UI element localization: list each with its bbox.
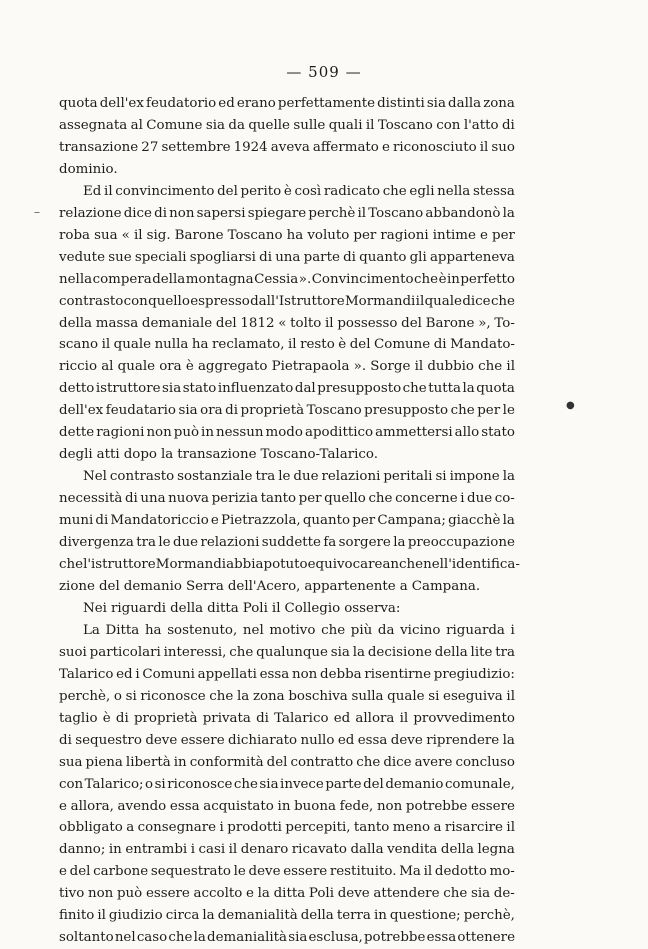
body-text	[59, 93, 520, 949]
text-line: sua piena libertà in conformità del contratto che dice avere concluso	[59, 754, 515, 770]
text-line: e del carbone sequestrato le deve essere restituito. Ma il dedotto mo-	[59, 864, 515, 880]
text-line: relazione dice di non sapersi spiegare perchè il Toscano abbandonò la	[59, 205, 515, 221]
text-line: muni di Mandatoriccio e Pietrazzola, quanto per Campana; giacchè la	[59, 513, 515, 529]
text-line: della massa demaniale del 1812 « tolto il possesso del Barone », To-	[59, 315, 515, 331]
text-line: obbligato a consegnare i prodotti percepiti, tanto meno a risarcire il	[59, 820, 515, 836]
text-line: tivo non può essere accolto e la ditta Poli deve attendere che sia de-	[59, 886, 515, 902]
text-line: transazione 27 settembre 1924 aveva affermato e riconosciuto il suo	[59, 139, 515, 155]
text-line: necessità di una nuova perizia tanto per quello che concerne i due co-	[59, 491, 515, 507]
text-line: divergenza tra le due relazioni suddette fa sorgere la preoccupazione	[59, 535, 515, 551]
text-line: perchè, o si riconosce che la zona boschiva sulla quale si eseguiva il	[59, 688, 515, 704]
text-line: riccio al quale ora è aggregato Pietrapaola ». Sorge il dubbio che il	[59, 359, 515, 375]
text-line: Nel contrasto sostanziale tra le due relazioni peritali si impone la	[83, 469, 515, 485]
text-line: contrasto con quello espresso dall'Istruttore Mormandi il quale dice che	[59, 293, 515, 309]
text-line: danno; in entrambi i casi il denaro ricavato dalla vendita della legna	[59, 842, 515, 858]
margin-dot: ●	[566, 400, 575, 411]
text-line: zione del demanio Serra dell'Acero, appartenente a Campana.	[59, 578, 481, 594]
text-line: taglio è di proprietà privata di Talarico ed allora il provvedimento	[59, 710, 515, 726]
text-line: scano il quale nulla ha reclamato, il resto è del Comune di Mandato-	[59, 337, 515, 353]
text-line: e allora, avendo essa acquistato in buona fede, non potrebbe essere	[59, 798, 515, 814]
text-line: Talarico ed i Comuni appellati essa non debba risentirne pregiudizio:	[59, 666, 515, 682]
text-line: nella compera della montagna Cessia ». Convincimento che è in perfetto	[59, 271, 515, 287]
text-line: Ed il convincimento del perito è così radicato che egli nella stessa	[83, 183, 515, 199]
text-line: La Ditta ha sostenuto, nel motivo che più da vicino riguarda i	[83, 622, 515, 638]
text-line: Nei riguardi della ditta Poli il Collegio osserva:	[83, 600, 401, 616]
text-line: suoi particolari interessi, che qualunque sia la decisione della lite tra	[59, 644, 515, 660]
text-line: assegnata al Comune sia da quelle sulle quali il Toscano con l'atto di	[59, 117, 515, 133]
text-line: dell'ex feudatario sia ora di proprietà Toscano presupposto che per le	[59, 403, 515, 419]
text-line: vedute sue speciali spogliarsi di una parte di quanto gli apparteneva	[59, 249, 515, 265]
text-line: soltanto nel caso che la demanialità sia esclusa, potrebbe essa ottenere	[59, 930, 515, 946]
text-line: degli atti dopo la transazione Toscano-Talarico.	[59, 447, 378, 463]
text-line: dominio.	[59, 161, 118, 177]
page-number: — 509 —	[286, 63, 362, 81]
margin-mark: –	[34, 205, 40, 219]
text-line: di sequestro deve essere dichiarato nullo ed essa deve riprendere la	[59, 732, 515, 748]
text-line: quota dell'ex feudatorio ed erano perfettamente distinti sia dalla zona	[59, 96, 515, 111]
text-line: detto istruttore sia stato influenzato dal presupposto che tutta la quota	[59, 381, 515, 397]
text-line: finito il giudizio circa la demanialità della terra in questione; perchè,	[59, 908, 515, 924]
text-line: con Talarico; o si riconosce che sia invece parte del demanio comunale,	[59, 776, 515, 792]
text-line: che l'istruttore Mormandi abbia potuto equivocare anche nell'identifica-	[59, 557, 520, 573]
text-line: dette ragioni non può in nessun modo apodittico ammettersi allo stato	[59, 425, 515, 441]
text-line: roba sua « il sig. Barone Toscano ha voluto per ragioni intime e per	[59, 227, 515, 243]
